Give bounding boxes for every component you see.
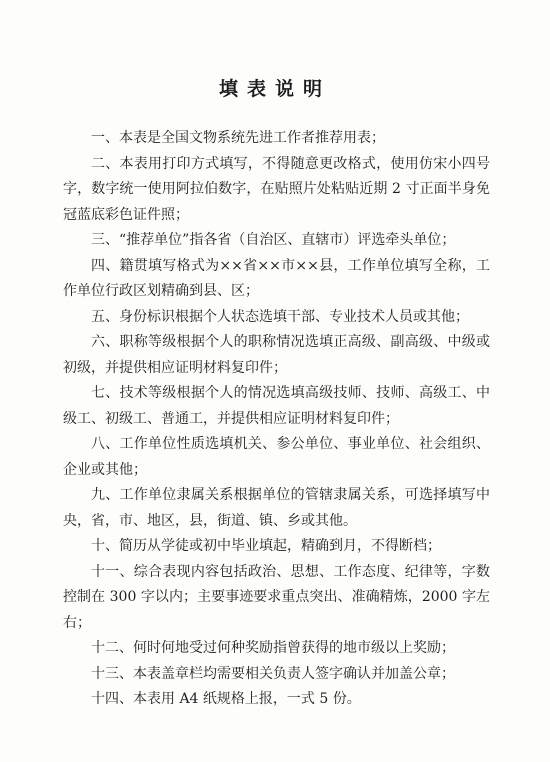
instructions-list: [63, 126, 490, 713]
instruction-item-12: 十二、何时何地受过何种奖励指曾获得的地市级以上奖励；: [91, 640, 455, 656]
instruction-item-7: 七、技术等级根据个人的情况选填高级技师、技师、高级工、中级工、初级工、普通工，并提供相应证明材料复印件；: [63, 385, 490, 427]
instruction-item-4: 四、籍贯填写格式为××省××市××县，工作单位填写全称，工作单位行政区划精确到县、区；: [63, 257, 490, 299]
instruction-item-6: 六、职称等级根据个人的职称情况选填正高级、副高级、中级或初级，并提供相应证明材料复印件；: [63, 334, 490, 376]
instruction-item-5: 五、身份标识根据个人状态选填干部、专业技术人员或其他；: [91, 308, 469, 325]
instruction-item-10: 十、简历从学徒或初中毕业填起，精确到月，不得断档；: [91, 538, 441, 554]
instruction-item-1: 一、本表是全国文物系统先进工作者推荐用表；: [91, 130, 385, 146]
page-title: 填表说明: [218, 78, 331, 100]
instruction-item-14: 十四、本表用 A4 纸规格上报，一式 5 份。: [91, 691, 361, 707]
instruction-item-9: 九、工作单位隶属关系根据单位的管辖隶属关系，可选择填写中央，省，市、地区，县，街道、镇、乡或其他。: [63, 487, 490, 529]
instruction-item-13: 十三、本表盖章栏均需要相关负责人签字确认并加盖公章；: [91, 665, 455, 682]
instruction-item-2: 二、本表用打印方式填写，不得随意更改格式，使用仿宋小四号字，数字统一使用阿拉伯数字，在贴照片处粘贴近期 2 寸正面半身免冠蓝底彩色证件照；: [63, 155, 490, 223]
instruction-item-11: 十一、综合表现内容包括政治、思想、工作态度、纪律等，字数控制在 300 字以内；主要事迹要求重点突出、准确精炼，2000 字左右；: [63, 563, 490, 631]
instruction-item-8: 八、工作单位性质选填机关、参公单位、事业单位、社会组织、企业或其他；: [63, 436, 490, 478]
instruction-item-3: 三、“推荐单位”指各省（自治区、直辖市）评选牵头单位；: [91, 232, 456, 248]
